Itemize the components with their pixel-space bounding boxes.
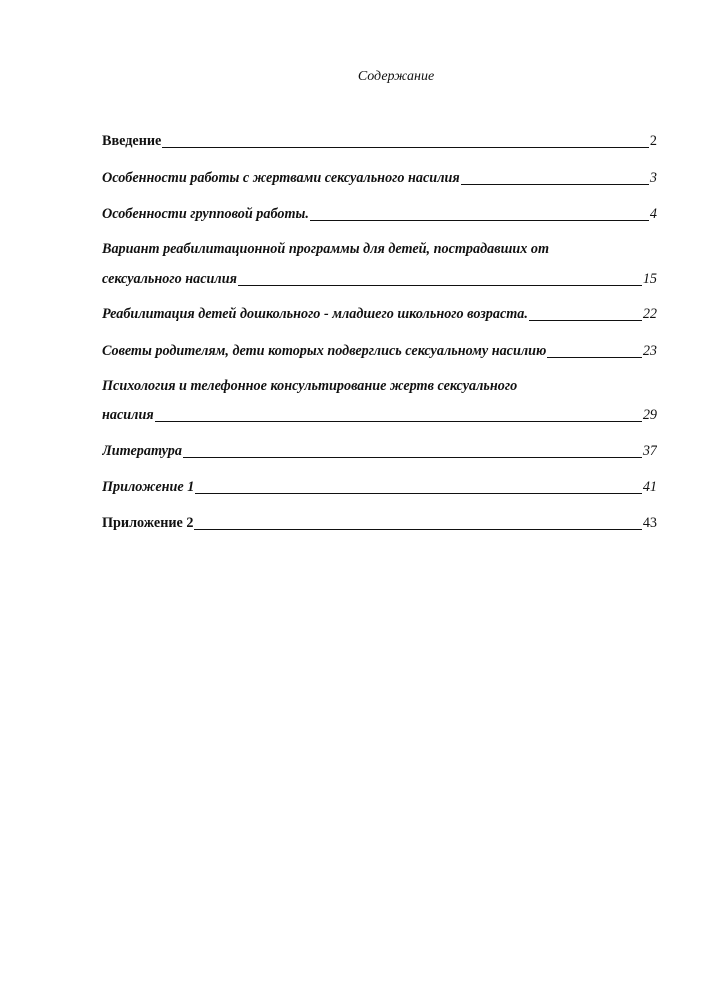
toc-leader [183,456,642,458]
toc-entry-page: 43 [642,515,657,531]
toc-leader [547,356,641,358]
toc-leader [310,219,649,221]
toc-entry-page: 15 [642,271,657,287]
toc-entry-text: Особенности работы с жертвами сексуального насилия [102,170,460,186]
toc-entry-page: 37 [642,443,657,459]
toc-leader [529,319,642,321]
toc-entry-page: 29 [642,407,657,423]
toc-entry-text: Особенности групповой работы. [102,206,309,222]
toc-entry-page: 23 [642,343,657,359]
toc-entry-literature[interactable] [102,442,657,460]
toc-entry-rehab-program[interactable] [102,270,657,288]
toc-entry-text: Приложение 2 [102,515,194,531]
toc-leader [162,146,649,148]
toc-entry-text: Введение [102,133,162,149]
toc-entry-work-features[interactable] [102,169,657,187]
toc-entry-page: 4 [649,206,657,222]
toc-entry-text: Советы родителям, дети которых подверглись сексуальному насилию [102,343,547,359]
toc-leader [461,183,649,185]
toc-leader [195,492,641,494]
toc-entry-phone-counseling-line1[interactable]: Психология и телефонное консультирование жертв сексуального [102,378,518,394]
toc-entry-text: насилия [102,407,154,423]
toc-entry-text: Литература [102,443,182,459]
toc-entry-rehab-program-line1[interactable]: Вариант реабилитационной программы для детей, пострадавших от [102,241,550,257]
toc-entry-page: 22 [642,306,657,322]
toc-entry-appendix-1[interactable] [102,478,657,496]
toc-entry-appendix-2[interactable] [102,514,657,532]
toc-entry-page: 41 [642,479,657,495]
toc-entry-group-work[interactable] [102,205,657,223]
toc-entry-introduction[interactable] [102,132,657,150]
toc-leader [238,284,642,286]
toc-entry-text: Реабилитация детей дошкольного - младшего школьного возраста. [102,306,528,322]
toc-entry-phone-counseling[interactable] [102,406,657,424]
toc-entry-page: 3 [649,170,657,186]
toc-entry-page: 2 [649,133,657,149]
toc-leader [155,420,642,422]
toc-leader [194,528,641,530]
toc-title: Содержание [357,69,435,84]
toc-entry-preschool-rehab[interactable] [102,305,657,323]
toc-entry-text: сексуального насилия [102,271,237,287]
toc-entry-parent-advice[interactable] [102,342,657,360]
toc-entry-text: Приложение 1 [102,479,195,495]
